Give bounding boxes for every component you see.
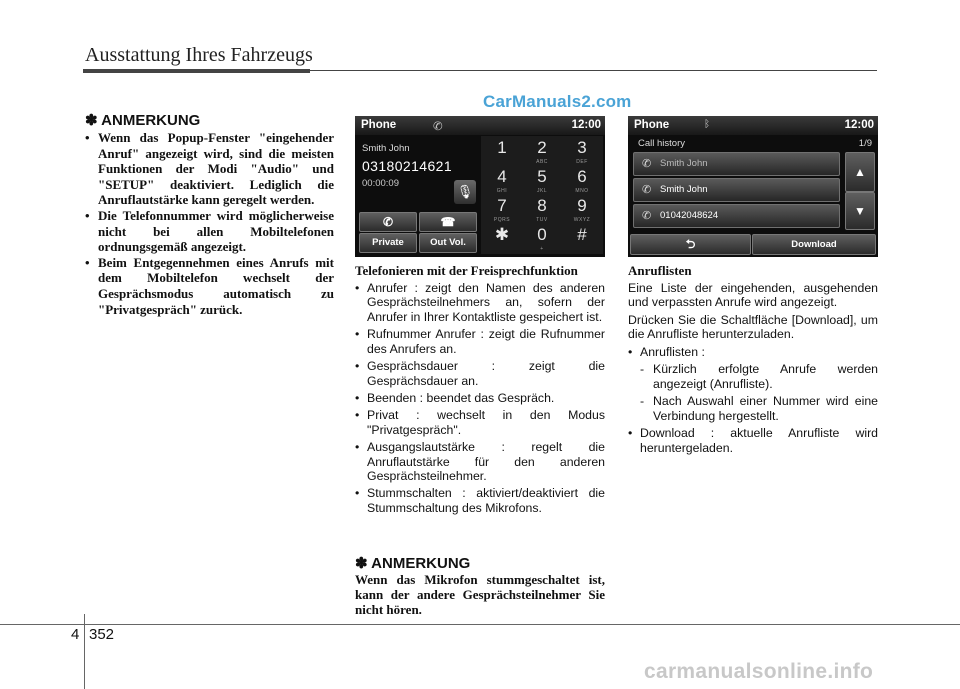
section-heading: Anruflisten	[628, 263, 692, 278]
call-duration: 00:00:09	[362, 178, 399, 189]
key-2[interactable]: 2 ABC	[536, 138, 548, 165]
note-item: • Die Telefonnummer wird möglicherweise nicht bei allen Mobiltelefonen ordnungsgemäß angezeigt.	[85, 208, 334, 255]
hands-free-section	[355, 264, 605, 518]
page-number: 352	[89, 626, 115, 643]
screen-title: Phone	[634, 119, 670, 131]
list-item: • Privat : wechselt in den Modus "Privatgespräch".	[355, 408, 605, 437]
key-hash[interactable]: #	[577, 225, 587, 244]
watermark-bottom: carmanualsonline.info	[644, 660, 874, 683]
back-arrow-icon: ⮌	[685, 237, 696, 251]
call-lists-list	[628, 426, 878, 455]
incoming-call-icon: ✆	[642, 158, 652, 170]
key-3[interactable]: 3 DEF	[576, 138, 588, 165]
key-0[interactable]: 0 +	[537, 225, 547, 252]
header-accent-bar	[83, 69, 310, 73]
chapter-number: 4	[71, 626, 80, 643]
bluetooth-icon: ᛒ	[704, 119, 710, 130]
hang-up-button[interactable]	[419, 212, 477, 232]
list-item: • Anrufer : zeigt den Namen des anderen Gesprächsteilnehmers an, sofern der Anrufer in Ihrer Kontaktliste gespeichert ist.	[355, 281, 605, 325]
call-lists-sublist	[628, 362, 878, 423]
screen-title: Phone	[361, 119, 397, 131]
download-button[interactable]: Download	[752, 234, 876, 255]
caller-number: 03180214621	[362, 158, 453, 174]
clock: 12:00	[571, 119, 601, 131]
private-button[interactable]: Private	[359, 233, 417, 253]
key-7[interactable]: 7 PQRS	[493, 196, 511, 223]
note-heading: ✽ ANMERKUNG	[85, 112, 201, 129]
status-bar	[628, 116, 878, 135]
scroll-down-button[interactable]	[845, 192, 875, 230]
note-item: • Wenn das Popup-Fenster "eingehender Anruf" angezeigt wird, sind die meisten Funktionen der Modi "Audio" und "SETUP" deaktiviert. Lediglich die Anruflautstärke kann geregelt werden.	[85, 130, 334, 208]
scroll-up-button[interactable]	[845, 152, 875, 192]
note-item: • Beim Entgegennehmen eines Anrufs mit dem Mobiltelefon wechselt der Gesprächsmodus automatisch zu "Privatgespräch" zurück.	[85, 255, 334, 317]
arrow-down-icon: ▼	[854, 204, 866, 218]
key-6[interactable]: 6 MNO	[575, 167, 589, 194]
list-item: • Anruflisten :	[628, 345, 878, 360]
back-button[interactable]	[630, 234, 751, 255]
hands-free-list	[355, 281, 605, 516]
call-history-subtitle: Call history	[638, 138, 685, 149]
list-item: • Download : aktuelle Anrufliste wird heruntergeladen.	[628, 426, 878, 455]
paragraph: Drücken Sie die Schaltfläche [Download], um die Anrufliste herunterzuladen.	[628, 312, 878, 342]
note-text: Wenn das Mikrofon stummgeschaltet ist, kann der andere Gesprächsteilnehmer Sie nicht hören.	[355, 572, 605, 617]
hang-up-icon: ☎	[440, 215, 456, 229]
call-history-row[interactable]: ✆ Smith John	[633, 178, 840, 202]
key-star[interactable]: ✱	[494, 225, 510, 244]
header-rule	[310, 70, 877, 71]
outgoing-call-icon: ✆	[642, 184, 652, 196]
list-item: • Ausgangslautstärke : regelt die Anruflautstärke für den anderen Gesprächsteilnehmer.	[355, 440, 605, 484]
section-heading: Telefonieren mit der Freisprechfunktion	[355, 263, 578, 278]
end-call-icon: ✆	[382, 215, 394, 229]
call-history-screen	[628, 116, 878, 257]
footer-rule	[0, 624, 960, 625]
list-item: • Beenden : beendet das Gespräch.	[355, 391, 605, 406]
arrow-up-icon: ▲	[854, 165, 866, 179]
status-bar	[355, 116, 605, 135]
note-list	[85, 130, 334, 317]
dial-keypad	[481, 136, 603, 254]
phone-call-screen	[355, 116, 605, 257]
note-heading: ✽ ANMERKUNG	[355, 555, 471, 572]
sub-list-item: - Nach Auswahl einer Nummer wird eine Verbindung hergestellt.	[628, 394, 878, 423]
call-lists-section	[628, 264, 878, 458]
watermark-top: CarManuals2.com	[483, 92, 632, 111]
key-9[interactable]: 9 WXYZ	[573, 196, 591, 223]
sub-list-item: - Kürzlich erfolgte Anrufe werden angezeigt (Anrufliste).	[628, 362, 878, 391]
call-lists-list	[628, 345, 878, 360]
key-4[interactable]: 4 GHI	[496, 167, 508, 194]
page-indicator: 1/9	[858, 138, 872, 149]
paragraph: Eine Liste der eingehenden, ausgehenden und verpassten Anrufe wird angezeigt.	[628, 280, 878, 310]
list-item: • Rufnummer Anrufer : zeigt die Rufnummer des Anrufers an.	[355, 327, 605, 356]
call-history-row[interactable]: ✆ Smith John	[633, 152, 840, 176]
clock: 12:00	[844, 119, 874, 131]
caller-name: Smith John	[362, 143, 410, 154]
key-5[interactable]: 5 JKL	[536, 167, 548, 194]
missed-call-icon: ✆	[642, 210, 652, 222]
list-item: • Gesprächsdauer : zeigt die Gesprächsdauer an.	[355, 359, 605, 388]
out-vol-button[interactable]: Out Vol.	[419, 233, 477, 253]
page-header-title: Ausstattung Ihres Fahrzeugs	[85, 44, 313, 66]
end-call-button[interactable]	[359, 212, 417, 232]
handset-icon: ✆	[433, 121, 443, 133]
list-item: • Stummschalten : aktiviert/deaktiviert die Stummschaltung des Mikrofons.	[355, 486, 605, 515]
key-1[interactable]: 1	[497, 138, 507, 157]
call-history-row[interactable]: ✆ 01042048624	[633, 204, 840, 228]
footer-divider	[84, 614, 85, 689]
microphone-mute-icon[interactable]: 🎙	[454, 180, 476, 204]
key-8[interactable]: 8 TUV	[536, 196, 548, 223]
